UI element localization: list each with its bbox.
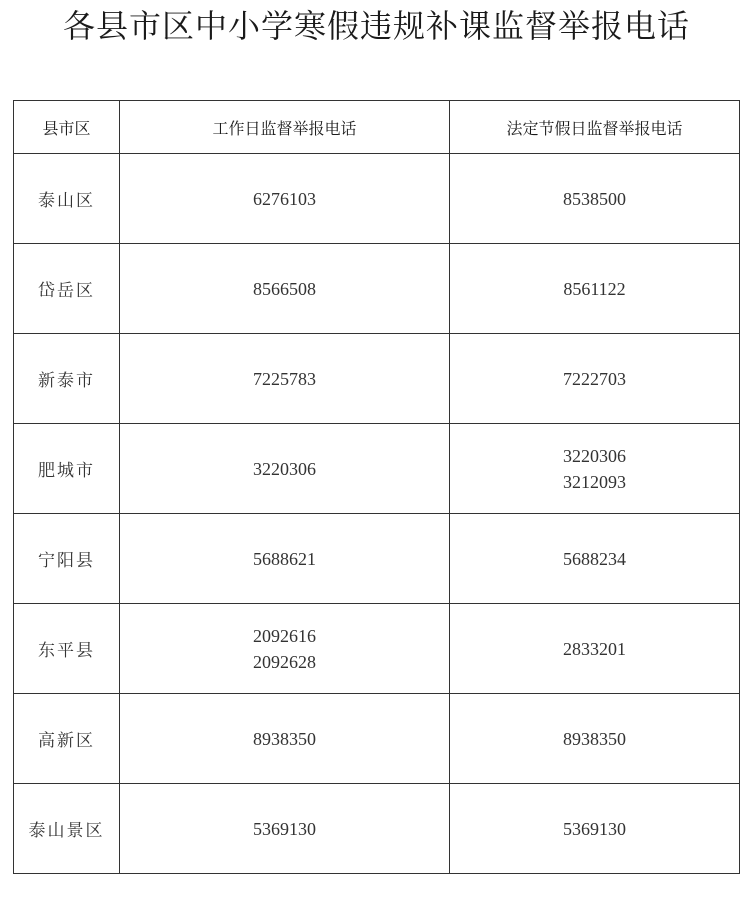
workday-phone-cell	[120, 694, 450, 784]
phone-number: 8938350	[563, 728, 626, 749]
holiday-phone-cell	[450, 514, 740, 604]
table-row	[14, 604, 740, 694]
holiday-phone-cell	[450, 334, 740, 424]
phone-number: 2092628	[253, 651, 316, 672]
table-row	[14, 244, 740, 334]
phone-number: 7222703	[563, 368, 626, 389]
district-cell: 东平县	[14, 604, 120, 694]
workday-phone-cell	[120, 514, 450, 604]
district-cell: 宁阳县	[14, 514, 120, 604]
phone-number: 5369130	[563, 818, 626, 839]
phone-number: 8566508	[253, 278, 316, 299]
hotline-table-container	[13, 100, 739, 874]
header-district: 县市区	[14, 101, 120, 154]
workday-phone-cell	[120, 334, 450, 424]
phone-number: 8538500	[563, 188, 626, 209]
district-cell: 新泰市	[14, 334, 120, 424]
workday-phone-cell	[120, 154, 450, 244]
workday-phone-cell	[120, 604, 450, 694]
holiday-phone-cell	[450, 154, 740, 244]
phone-number: 3212093	[563, 471, 626, 492]
workday-phone-cell	[120, 784, 450, 874]
district-cell: 高新区	[14, 694, 120, 784]
table-row	[14, 154, 740, 244]
phone-number: 7225783	[253, 368, 316, 389]
phone-number: 8561122	[563, 278, 626, 299]
table-row	[14, 334, 740, 424]
phone-number: 6276103	[253, 188, 316, 209]
page-title: 各县市区中小学寒假违规补课监督举报电话	[62, 7, 690, 45]
district-cell: 泰山区	[14, 154, 120, 244]
phone-number: 5688234	[563, 548, 626, 569]
table-row	[14, 424, 740, 514]
table-row	[14, 514, 740, 604]
phone-number: 5369130	[253, 818, 316, 839]
district-cell: 岱岳区	[14, 244, 120, 334]
phone-number: 5688621	[253, 548, 316, 569]
district-cell: 肥城市	[14, 424, 120, 514]
workday-phone-cell	[120, 424, 450, 514]
phone-number: 8938350	[253, 728, 316, 749]
holiday-phone-cell	[450, 424, 740, 514]
holiday-phone-cell	[450, 784, 740, 874]
holiday-phone-cell	[450, 244, 740, 334]
workday-phone-cell	[120, 244, 450, 334]
phone-number: 3220306	[563, 445, 626, 466]
district-cell: 泰山景区	[14, 784, 120, 874]
phone-number: 2092616	[253, 625, 316, 646]
holiday-phone-cell	[450, 694, 740, 784]
header-workday-phone: 工作日监督举报电话	[120, 101, 450, 154]
header-holiday-phone: 法定节假日监督举报电话	[450, 101, 740, 154]
table-row	[14, 694, 740, 784]
phone-number: 2833201	[563, 638, 626, 659]
table-header-row	[14, 101, 740, 154]
phone-number: 3220306	[253, 458, 316, 479]
holiday-phone-cell	[450, 604, 740, 694]
hotline-table	[13, 100, 740, 874]
table-row	[14, 784, 740, 874]
